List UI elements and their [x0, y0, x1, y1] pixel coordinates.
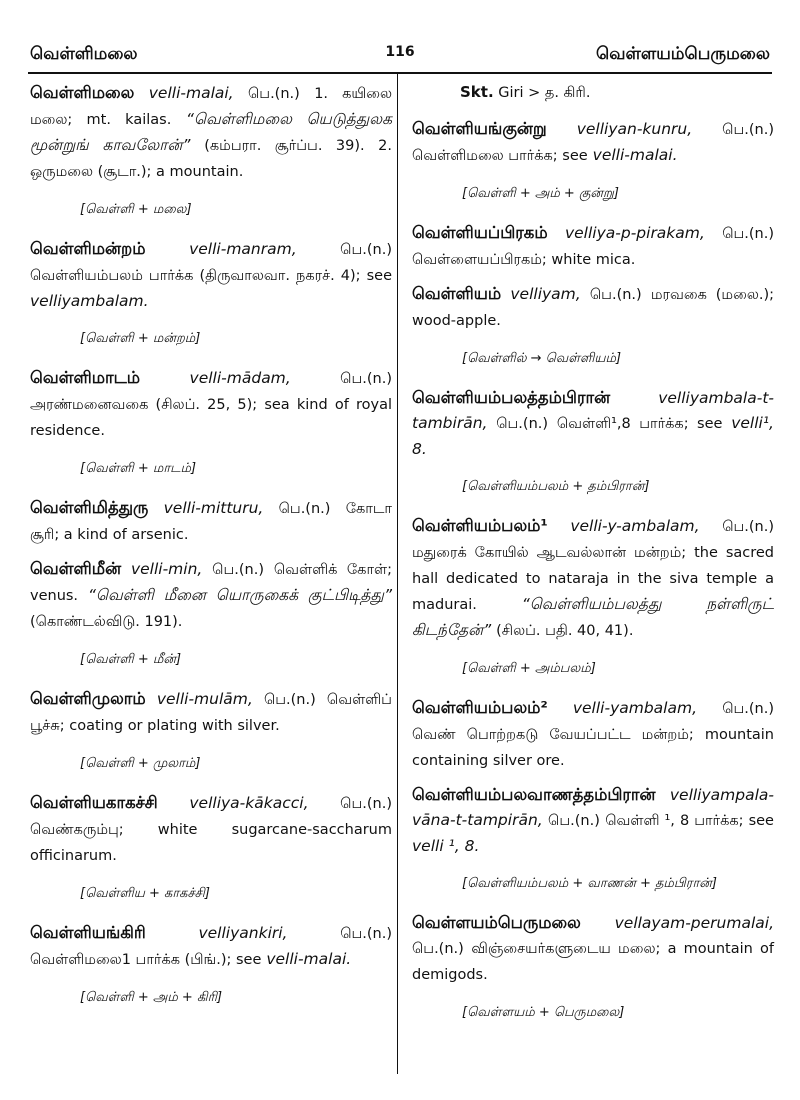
definition: 1. கயிலை மலை; mt. kailas. [30, 86, 393, 128]
dictionary-entry [30, 236, 392, 314]
grammar-tag: பெ.(n.) [340, 371, 392, 387]
definition: மதுரைக் கோயில் ஆடவல்லான் மன்றம்; the sacred hall dedicated to nataraja in the siva temple a madurai. [412, 545, 774, 613]
dictionary-entry [412, 281, 774, 334]
etymology: [வெள்ளி + முலாம்] [80, 756, 201, 771]
transliteration: velliyampala-vāna-t-tampirān, [412, 786, 774, 829]
grammar-tag: பெ.(n.) [248, 86, 300, 102]
column-divider [397, 74, 398, 1074]
citation: (கொண்டல்விடு. 191). [30, 614, 183, 630]
headword: வெள்ளிமன்றம் [30, 239, 146, 258]
headword: வெள்ளிமலை [30, 83, 135, 102]
transliteration: velliya-kākacci, [189, 794, 309, 812]
headword: வெள்ளியம்பலம்² [412, 698, 548, 717]
definition: மரவகை (மலை.); wood-apple. [412, 287, 775, 329]
etymology: [வெள்ளியம்பலம் + தம்பிரான்] [462, 479, 650, 494]
etymology: [வெள்ளியம்பலம் + வாணன் + தம்பிரான்] [462, 876, 717, 891]
page-header [30, 36, 770, 66]
grammar-tag: பெ.(n.) [340, 242, 392, 258]
dictionary-entry [30, 556, 392, 635]
etymology: [வெள்ளி + மாடம்] [80, 461, 197, 476]
grammar-tag: பெ.(n.) [263, 692, 316, 708]
grammar-tag: பெ.(n.) [722, 701, 774, 717]
transliteration: velli-manram, [189, 240, 297, 258]
cross-reference: velli-malai. [592, 146, 678, 164]
quotation: “வெள்ளிமலை யெடுத்துலக மூன்றுங் காவலோன்” [30, 110, 392, 154]
transliteration: velliyam, [510, 285, 581, 303]
headword: வெள்ளிமாடம் [30, 368, 141, 387]
transliteration: velli-mulām, [156, 690, 253, 708]
definition: வெள்ளிமலை1 பார்க்க (பிங்.); see [30, 952, 262, 968]
etymology: [வெள்ளி + மன்றம்] [80, 331, 201, 346]
quotation: “வெள்ளி மீனை யொருகைக் குட்பிடித்து” [87, 586, 392, 604]
cross-reference: velli-malai. [266, 950, 352, 968]
dictionary-entry [30, 790, 392, 869]
transliteration: velli-y-ambalam, [570, 517, 700, 535]
dictionary-entry [412, 116, 774, 169]
dictionary-entry [30, 495, 392, 548]
definition: கோடா சூரி; a kind of arsenic. [30, 501, 392, 543]
headword: வெள்ளிமீன் [30, 559, 122, 578]
cross-reference: velliyambalam. [30, 292, 149, 310]
etymology: [வெள்ளி + அம் + கிரி] [80, 990, 223, 1005]
headword: வெள்ளயம்பெருமலை [412, 913, 581, 932]
definition: வெள்ளி ¹, 8 பார்க்க; see [605, 813, 774, 829]
dictionary-entry [30, 686, 392, 739]
definition: வெள்ளிக் கோள்; venus. [30, 562, 393, 604]
headword: வெள்ளியப்பிரகம் [412, 223, 548, 242]
header-rule [28, 72, 772, 74]
transliteration: velliya-p-pirakam, [564, 224, 705, 242]
headword: வெள்ளியகாகச்சி [30, 793, 158, 812]
definition: வெள்ளிமலை பார்க்க; see [412, 148, 588, 164]
etymology: [வெள்ளயம் + பெருமலை] [462, 1005, 625, 1020]
grammar-tag: பெ.(n.) [548, 813, 600, 829]
etymology: [வெள்ளில் → வெள்ளியம்] [462, 351, 622, 366]
headword: வெள்ளியம்பலம்¹ [412, 516, 548, 535]
etymology-note [412, 80, 774, 106]
grammar-tag: பெ.(n.) [212, 562, 264, 578]
grammar-tag: பெ.(n.) [412, 941, 464, 957]
cross-reference: velli¹, 8. [412, 414, 774, 458]
transliteration: velliyambala-t-tambirān, [412, 389, 774, 432]
cross-reference: velli ¹, 8. [412, 837, 480, 855]
note-label: Skt. [460, 83, 494, 101]
grammar-tag: பெ.(n.) [722, 519, 774, 535]
definition: அரண்மனைவகை (சிலப். 25, 5); sea kind of royal residence. [30, 397, 392, 439]
definition: வெள்ளியம்பலம் பார்க்க (திருவாலவா. நகரச். 4); see [30, 268, 392, 284]
transliteration: velliyankiri, [198, 924, 288, 942]
grammar-tag: பெ.(n.) [496, 416, 549, 432]
dictionary-entry [412, 782, 774, 859]
dictionary-entry [412, 695, 774, 774]
grammar-tag: பெ.(n.) [589, 287, 642, 303]
definition: வெண்கரும்பு; white sugarcane-saccharum officinarum. [30, 822, 392, 864]
headword: வெள்ளியம்பலத்தம்பிரான் [412, 388, 611, 407]
grammar-tag: பெ.(n.) [340, 796, 392, 812]
dictionary-entry [412, 513, 774, 644]
headword: வெள்ளியம் [412, 284, 502, 303]
definition: வெள்ளிப் பூச்சு; coating or plating with silver. [30, 692, 392, 734]
grammar-tag: பெ.(n.) [722, 122, 774, 138]
definition: வெள்ளையப்பிரகம்; white mica. [412, 252, 636, 268]
definition: வெண் பொற்றகடு வேயப்பட்ட மன்றம்; mountain containing silver ore. [412, 727, 774, 769]
headword: வெள்ளிமித்துரு [30, 498, 149, 517]
definition: விஞ்சையர்களுடைய மலை; a mountain of demigods. [412, 941, 774, 983]
transliteration: velli-min, [130, 560, 203, 578]
page-number: 116 [385, 44, 415, 60]
transliteration: velli-mitturu, [163, 499, 264, 517]
citation: (கம்பரா. சூர்ப்ப. 39). 2. ஒருமலை (சூடா.); a mountain. [30, 138, 392, 180]
note-text: Giri > த. கிரி. [498, 85, 591, 101]
dictionary-entry [412, 385, 774, 462]
etymology: [வெள்ளி + அம் + குன்று] [462, 186, 619, 201]
left-guide-word: வெள்ளிமலை [30, 44, 138, 64]
transliteration: velli-malai, [148, 84, 234, 102]
etymology: [வெள்ளி + மலை] [80, 202, 192, 217]
headword: வெள்ளிமுலாம் [30, 689, 146, 708]
transliteration: vellayam-perumalai, [614, 914, 774, 932]
dictionary-entry [412, 220, 774, 273]
etymology: [வெள்ளி + மீன்] [80, 652, 182, 667]
etymology: [வெள்ளி + அம்பலம்] [462, 661, 596, 676]
dictionary-entry [412, 910, 774, 988]
right-guide-word: வெள்ளயம்பெருமலை [596, 44, 770, 64]
grammar-tag: பெ.(n.) [722, 226, 774, 242]
transliteration: velli-mādam, [189, 369, 291, 387]
dictionary-entry [30, 80, 392, 185]
dictionary-entry [30, 365, 392, 444]
dictionary-entry [30, 920, 392, 973]
headword: வெள்ளியம்பலவாணத்தம்பிரான் [412, 785, 656, 804]
grammar-tag: பெ.(n.) [340, 926, 392, 942]
citation: (சிலப். பதி. 40, 41). [496, 623, 634, 639]
right-column [412, 80, 774, 1039]
grammar-tag: பெ.(n.) [278, 501, 331, 517]
quotation: “வெள்ளியம்பலத்து நள்ளிருட் கிடந்தேன்” [412, 595, 774, 639]
transliteration: velli-yambalam, [572, 699, 698, 717]
definition: வெள்ளி¹,8 பார்க்க; see [556, 416, 723, 432]
left-column [30, 80, 392, 1024]
headword: வெள்ளியங்குன்று [412, 119, 547, 138]
etymology: [வெள்ளிய + காகச்சி] [80, 886, 210, 901]
headword: வெள்ளியங்கிரி [30, 923, 146, 942]
transliteration: velliyan-kunru, [576, 120, 693, 138]
